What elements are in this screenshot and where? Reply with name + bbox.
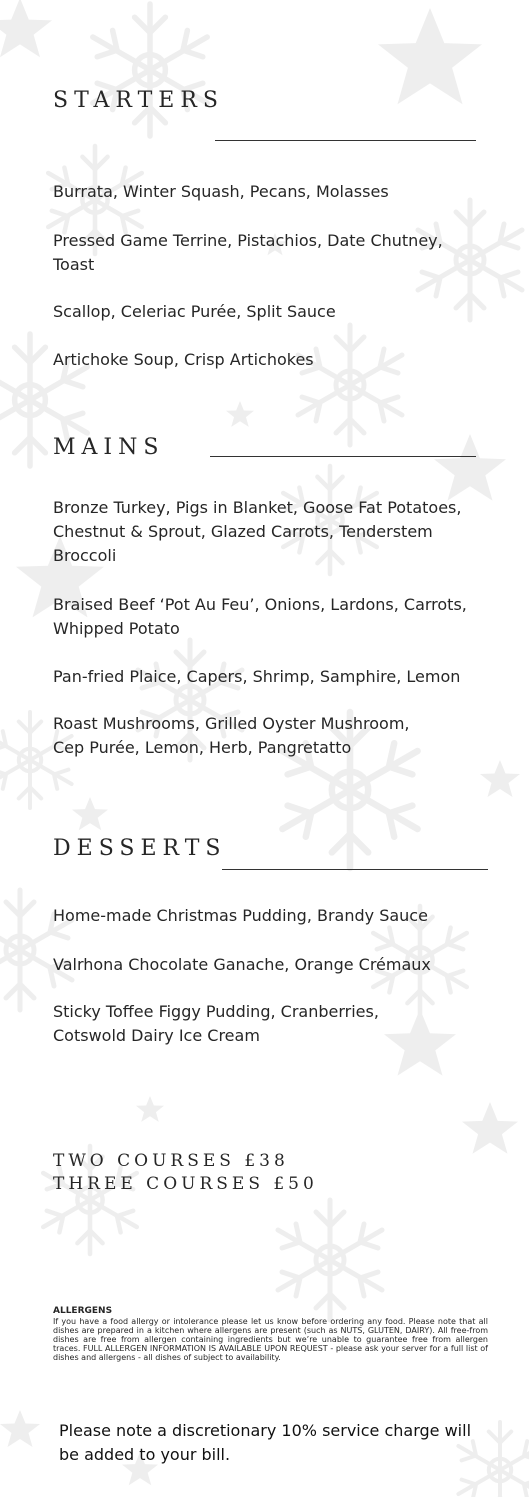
three-courses-price: THREE COURSES £50	[53, 1174, 318, 1194]
main-item: Braised Beef ‘Pot Au Feu’, Onions, Lardons, Carrots, Whipped Potato	[53, 595, 467, 638]
allergens-text: If you have a food allergy or intolerance please let us know before ordering any food. Please note that all dishes are prepared in a kitchen where allergens are present (such as NUTS, GLUTEN, DAIRY). All free-from dishes are free from allergen containing ingredients but we’re unable to guarantee free from allergen traces. FULL ALLERGEN INFORMATION IS AVAILABLE UPON REQUEST - please ask your server for a full list of dishes and allergens - all dishes of subject to availability.	[53, 1317, 488, 1362]
starter-item: Pressed Game Terrine, Pistachios, Date Chutney, Toast	[53, 231, 443, 274]
dessert-item: Home-made Christmas Pudding, Brandy Sauce	[53, 906, 428, 925]
dessert-item: Sticky Toffee Figgy Pudding, Cranberries, Cotswold Dairy Ice Cream	[53, 1002, 379, 1045]
allergen-notice	[53, 1306, 488, 1362]
main-item: Bronze Turkey, Pigs in Blanket, Goose Fat Potatoes, Chestnut & Sprout, Glazed Carrots, Tenderstem Broccoli	[53, 498, 462, 565]
main-item: Pan-fried Plaice, Capers, Shrimp, Samphire, Lemon	[53, 667, 461, 686]
main-item: Roast Mushrooms, Grilled Oyster Mushroom, Cep Purée, Lemon, Herb, Pangretatto	[53, 714, 410, 757]
allergens-title: ALLERGENS	[53, 1306, 113, 1316]
starters-heading: STARTERS	[53, 88, 224, 113]
desserts-divider	[222, 869, 488, 870]
two-courses-price: TWO COURSES £38	[53, 1151, 289, 1171]
starters-divider	[215, 140, 476, 141]
mains-divider	[210, 456, 476, 457]
mains-heading: MAINS	[53, 435, 165, 460]
dessert-item: Valrhona Chocolate Ganache, Orange Crémaux	[53, 955, 431, 974]
starter-item: Scallop, Celeriac Purée, Split Sauce	[53, 302, 336, 321]
course-prices	[53, 1150, 318, 1196]
desserts-heading: DESSERTS	[53, 836, 227, 861]
starter-item: Burrata, Winter Squash, Pecans, Molasses	[53, 182, 389, 201]
service-charge-note: Please note a discretionary 10% service charge will be added to your bill.	[59, 1421, 472, 1464]
starter-item: Artichoke Soup, Crisp Artichokes	[53, 350, 314, 369]
